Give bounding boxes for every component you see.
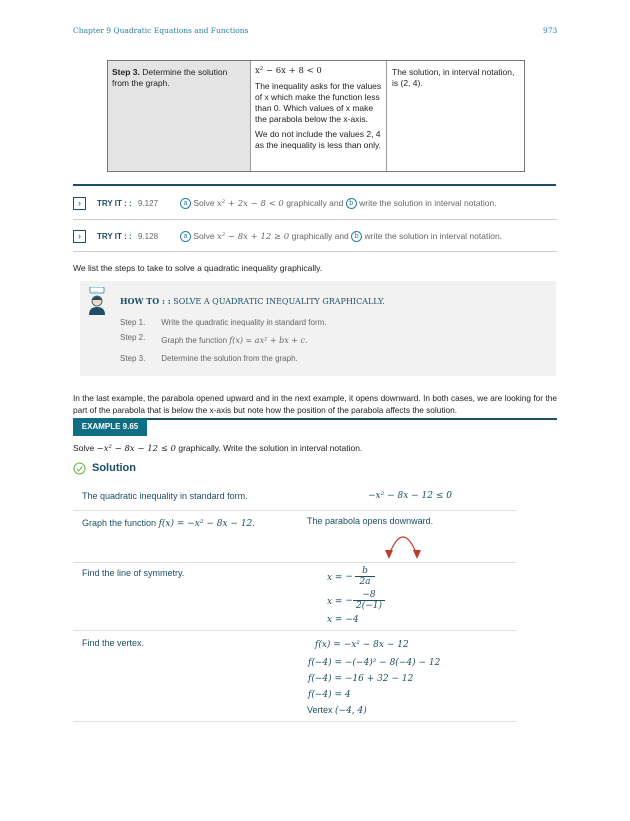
row-label: Find the vertex. xyxy=(82,638,145,648)
try-it-a-text: Solve xyxy=(193,231,215,241)
try-it-9-128[interactable] xyxy=(73,230,557,246)
explanation-para-2: We do not include the values 2, 4 as the inequality is less than only. xyxy=(255,129,381,150)
row-note: The parabola opens downward. xyxy=(307,516,434,526)
row-divider xyxy=(73,562,516,563)
formula-lhs: x = xyxy=(327,597,343,607)
row-divider xyxy=(73,630,516,631)
try-it-a-math: x² − 8x + 12 ≥ 0 xyxy=(217,232,290,242)
howto-box xyxy=(80,281,556,376)
try-it-label: TRY IT : : xyxy=(97,199,132,208)
step-text: Determine the solution from the graph. xyxy=(112,67,228,88)
try-it-a-text: Solve xyxy=(193,198,215,208)
downward-parabola-icon xyxy=(383,525,423,561)
solution-title: Solution xyxy=(92,462,136,474)
vertex-line-1: f(x) = −x² − 8x − 12 xyxy=(315,640,409,650)
problem-post: graphically. Write the solution in interval notation. xyxy=(178,443,363,453)
row-divider xyxy=(73,721,516,722)
fraction-numerator: −8 xyxy=(353,590,385,601)
try-it-number: 9.127 xyxy=(138,199,159,208)
svg-text:...: ... xyxy=(93,288,98,294)
try-it-mid-text: graphically and xyxy=(286,198,344,208)
row-divider xyxy=(73,510,516,511)
problem-pre: Solve xyxy=(73,443,95,453)
symmetry-result: x = −4 xyxy=(327,615,359,625)
try-it-text xyxy=(180,231,502,242)
howto-step-label: Step 1. xyxy=(120,318,146,327)
howto-step-2 xyxy=(120,333,308,345)
row-label: Find the line of symmetry. xyxy=(82,568,185,578)
try-it-text xyxy=(180,198,497,209)
symmetry-substitution: x = − xyxy=(327,596,353,607)
problem-math: −x² − 8x − 12 ≤ 0 xyxy=(96,444,176,454)
example-label: EXAMPLE 9.65 xyxy=(73,418,147,436)
example-problem xyxy=(73,443,362,454)
result-cell: The solution, in interval notation, is (2, 4). xyxy=(392,67,515,88)
explanation-para-1: The inequality asks for the values of x which make the function less than 0. Which values of x make the parabola below the x-axis. xyxy=(255,81,382,124)
part-a-icon: a xyxy=(180,198,191,209)
howto-title-text: SOLVE A QUADRATIC INEQUALITY GRAPHICALLY. xyxy=(173,297,385,306)
try-it-number: 9.128 xyxy=(138,232,159,241)
howto-prefix: HOW TO : : xyxy=(120,296,171,306)
howto-step-3 xyxy=(120,354,298,363)
fraction-2 xyxy=(353,590,385,611)
chapter-header: Chapter 9 Quadratic Equations and Functions xyxy=(73,26,249,35)
howto-step-text: Graph the function xyxy=(161,336,228,345)
formula-lhs: x = xyxy=(327,573,343,583)
fraction-denominator: 2(−1) xyxy=(355,601,382,611)
row-label: The quadratic inequality in standard form. xyxy=(82,491,248,501)
fraction-1 xyxy=(355,566,375,587)
inequality-text: x² − 6x + 8 < 0 xyxy=(255,66,322,76)
part-a-icon: a xyxy=(180,231,191,242)
howto-title xyxy=(120,296,385,306)
vertex-line-3: f(−4) = −16 + 32 − 12 xyxy=(308,674,414,684)
howto-step-label: Step 3. xyxy=(120,354,146,363)
step-label: Step 3. xyxy=(112,67,140,77)
try-it-b-text: write the solution in interval notation. xyxy=(364,231,503,241)
row-label-math: f(x) = −x² − 8x − 12 xyxy=(158,519,253,529)
chevron-right-icon[interactable]: › xyxy=(73,197,86,210)
try-it-a-math: x² + 2x − 8 < 0 xyxy=(217,199,284,209)
howto-step-math: f(x) = ax² + bx + c. xyxy=(229,336,308,345)
vertex-coords: (−4, 4) xyxy=(335,706,367,716)
divider xyxy=(73,184,556,186)
page-number: 973 xyxy=(543,26,558,35)
check-circle-icon xyxy=(73,462,86,475)
vertex-line-4: f(−4) = 4 xyxy=(308,690,351,700)
part-b-icon: b xyxy=(346,198,357,209)
fraction-numerator: b xyxy=(355,566,375,577)
row-label: Graph the function f(x) = −x² − 8x − 12. xyxy=(82,518,255,529)
howto-step-text: Write the quadratic inequality in standard form. xyxy=(161,318,327,327)
chevron-right-icon[interactable]: › xyxy=(73,230,86,243)
step-cell xyxy=(108,61,251,171)
try-it-mid-text: graphically and xyxy=(291,231,349,241)
vertex-line-2: f(−4) = −(−4)² − 8(−4) − 12 xyxy=(308,658,441,668)
howto-step-label: Step 2. xyxy=(120,333,146,342)
fraction-denominator: 2a xyxy=(359,577,371,587)
try-it-9-127[interactable] xyxy=(73,197,557,213)
person-icon xyxy=(86,287,108,315)
howto-step-text: Determine the solution from the graph. xyxy=(161,354,298,363)
howto-step-1 xyxy=(120,318,327,327)
row-math: −x² − 8x − 12 ≤ 0 xyxy=(368,491,452,501)
row-label-text: Graph the function xyxy=(82,518,157,528)
try-it-b-text: write the solution in interval notation. xyxy=(359,198,497,208)
try-it-label: TRY IT : : xyxy=(97,232,132,241)
intro-text: We list the steps to take to solve a quadratic inequality graphically. xyxy=(73,263,323,273)
vertex-label: Vertex xyxy=(307,705,333,715)
body-paragraph: In the last example, the parabola opened upward and in the next example, it opens downward. In both cases, we are looking for the part of the parabola that is below the x-axis but note how the position of the parabola affects the solution. xyxy=(73,393,557,415)
step-table xyxy=(107,60,525,172)
part-b-icon: b xyxy=(351,231,362,242)
symmetry-formula: x = − xyxy=(327,572,353,583)
divider xyxy=(73,219,557,220)
work-cell xyxy=(251,61,387,171)
divider xyxy=(73,251,557,252)
vertex-result xyxy=(307,705,367,716)
